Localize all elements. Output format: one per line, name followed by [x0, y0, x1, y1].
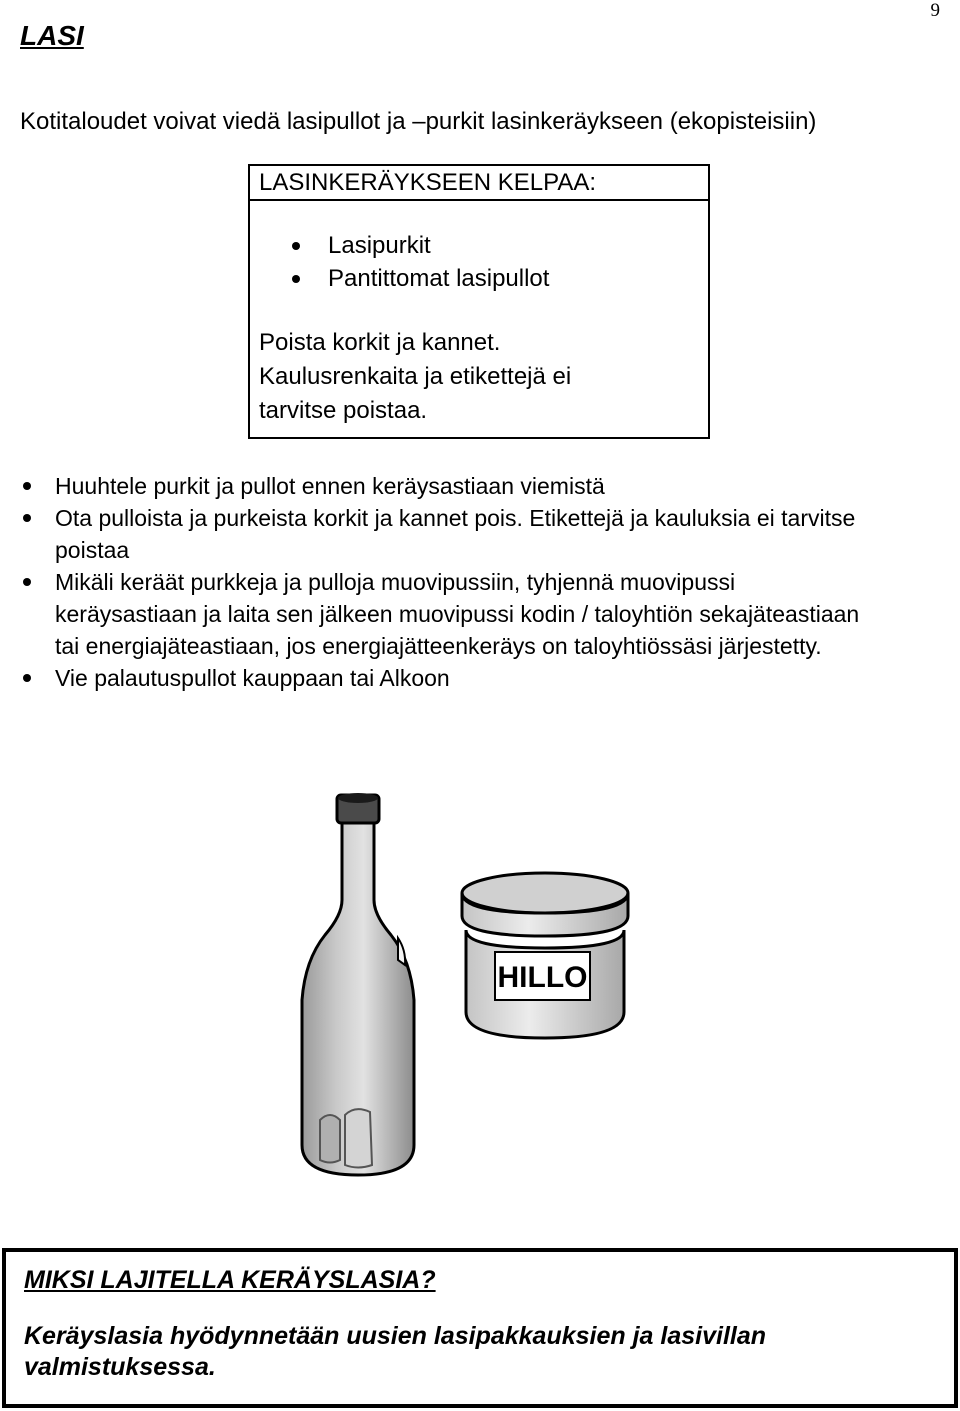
- jar-icon: [462, 873, 628, 1038]
- accepted-item: Lasipurkit: [292, 229, 549, 262]
- accepted-items-box: [248, 164, 710, 439]
- why-sort-text: Keräyslasia hyödynnetään uusien lasipakkauksien ja lasivillan valmistuksessa.: [24, 1322, 767, 1381]
- bottle-icon: [302, 793, 414, 1175]
- note-line: tarvitse poistaa.: [259, 397, 428, 424]
- accepted-item: Pantittomat lasipullot: [292, 262, 549, 295]
- why-sort-box: [2, 1248, 958, 1408]
- note-line: Poista korkit ja kannet.: [259, 329, 501, 356]
- glass-illustration: [280, 790, 640, 1190]
- intro-text: Kotitaloudet voivat viedä lasipullot ja –purkit lasinkeräykseen (ekopisteisiin): [20, 108, 817, 135]
- instruction-item: Ota pulloista ja purkeista korkit ja kannet pois. Etikettejä ja kauluksia ei tarvitse poistaa: [20, 502, 880, 566]
- page-heading: LASI: [20, 20, 84, 51]
- note-line: Kaulusrenkaita ja etikettejä ei: [259, 363, 572, 390]
- instruction-item: Huuhtele purkit ja pullot ennen keräysastiaan viemistä: [20, 470, 880, 502]
- jar-label: HILLO: [497, 961, 588, 994]
- accepted-items-note: [259, 326, 571, 428]
- accepted-items-title: LASINKERÄYKSEEN KELPAA:: [250, 166, 708, 201]
- instruction-item: Vie palautuspullot kauppaan tai Alkoon: [20, 662, 880, 694]
- page-number: 9: [930, 0, 940, 21]
- instruction-item: Mikäli keräät purkkeja ja pulloja muovipussiin, tyhjennä muovipussi keräysastiaan ja laita sen jälkeen muovipussi kodin / taloyhtiön sekajäteastiaan tai energiajäteastiaan, jos energiajätteenkeräys on taloyhtiössäsi järjestetty.: [20, 566, 880, 662]
- instructions-list: [20, 470, 880, 694]
- why-sort-title: MIKSI LAJITELLA KERÄYSLASIA?: [24, 1266, 436, 1294]
- accepted-items-list: [292, 229, 549, 295]
